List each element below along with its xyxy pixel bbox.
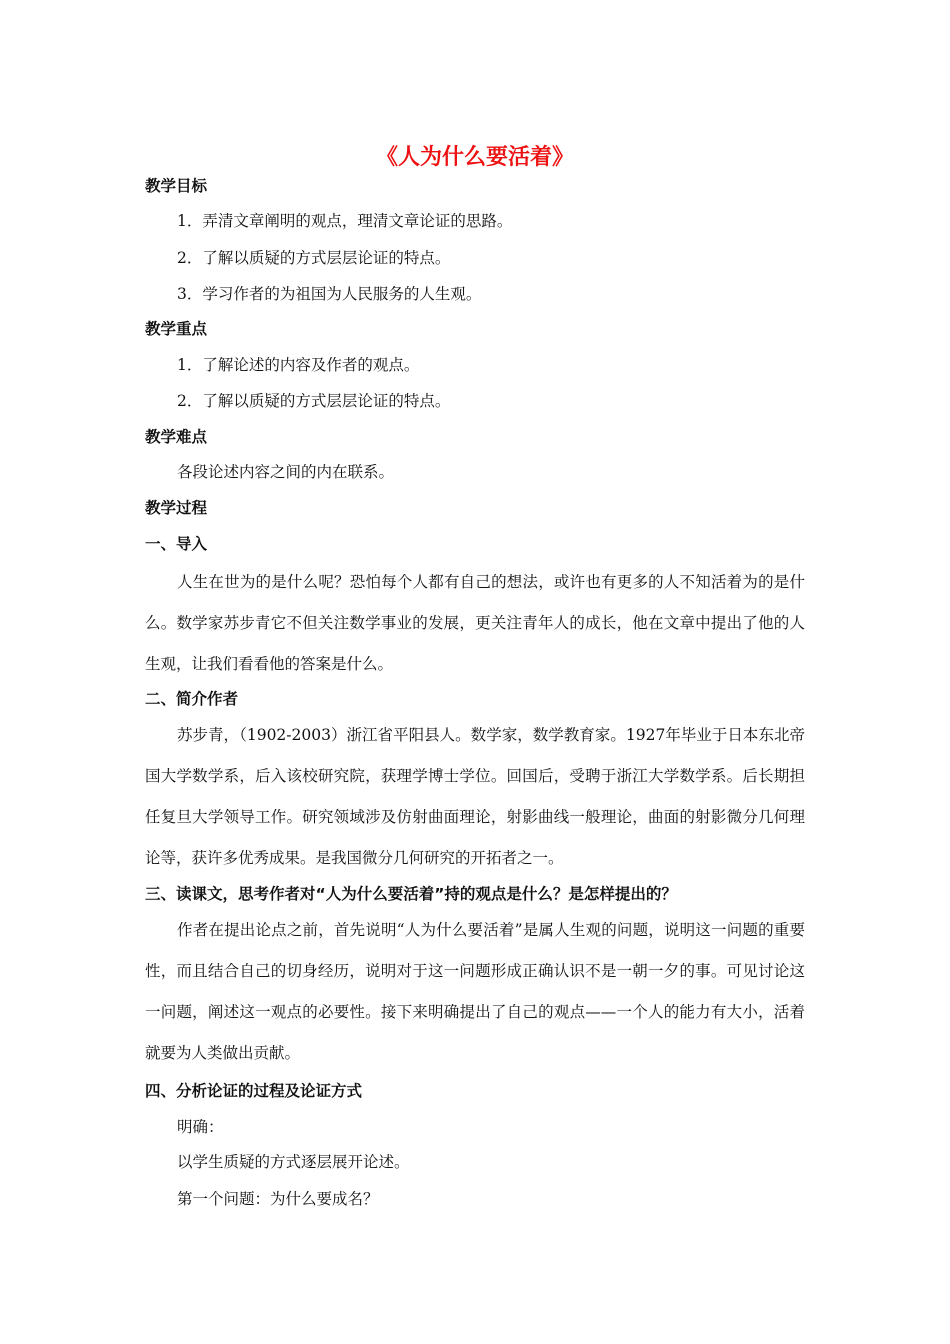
- heading-intro: 一、导入: [145, 535, 208, 553]
- intro-paragraph: 人生在世为的是什么呢？恐怕每个人都有自己的想法，或许也有更多的人不知活着为的是什么。数学家苏步青它不但关注数学事业的发展，更关注青年人的成长，他在文章中提出了他的人生观，让我们看看他的答案是什么。: [145, 573, 805, 673]
- analysis-line-3: 第一个问题：为什么要成名？: [177, 1190, 379, 1208]
- objective-item-3: 3．学习作者的为祖国为人民服务的人生观。: [177, 285, 482, 303]
- objective-item-2: 2．了解以质疑的方式层层论证的特点。: [177, 249, 451, 267]
- heading-author: 二、简介作者: [145, 690, 239, 708]
- reading-paragraph: 作者在提出论点之前，首先说明“人为什么要活着”是属人生观的问题，说明这一问题的重要性，而且结合自己的切身经历，说明对于这一问题形成正确认识不是一朝一夕的事。可见讨论这一问题，阐述这一观点的必要性。接下来明确提出了自己的观点——一个人的能力有大小，活着就要为人类做出贡献。: [145, 921, 805, 1062]
- author-paragraph: 苏步青，（1902-2003）浙江省平阳县人。数学家，数学教育家。1927年毕业于日本东北帝国大学数学系，后入该校研究院，获理学博士学位。回国后，受聘于浙江大学数学系。后长期担任复旦大学领导工作。研究领域涉及仿射曲面理论，射影曲线一般理论，曲面的射影微分几何理论等，获许多优秀成果。是我国微分几何研究的开拓者之一。: [145, 726, 805, 867]
- key-point-item-1: 1．了解论述的内容及作者的观点。: [177, 356, 420, 374]
- key-point-item-2: 2．了解以质疑的方式层层论证的特点。: [177, 392, 451, 410]
- heading-reading: 三、读课文，思考作者对“人为什么要活着”持的观点是什么？是怎样提出的？: [145, 885, 677, 903]
- heading-process: 教学过程: [145, 499, 208, 517]
- heading-key-points: 教学重点: [145, 320, 208, 338]
- objective-item-1: 1．弄清文章阐明的观点，理清文章论证的思路。: [177, 212, 513, 230]
- heading-objectives: 教学目标: [145, 177, 208, 195]
- analysis-line-1: 明确：: [177, 1118, 224, 1136]
- page-title: 《人为什么要活着》: [375, 144, 574, 170]
- analysis-line-2: 以学生质疑的方式逐层展开论述。: [177, 1153, 410, 1171]
- heading-difficulties: 教学难点: [145, 428, 208, 446]
- difficulties-text: 各段论述内容之间的内在联系。: [177, 463, 395, 481]
- heading-analysis: 四、分析论证的过程及论证方式: [145, 1082, 363, 1100]
